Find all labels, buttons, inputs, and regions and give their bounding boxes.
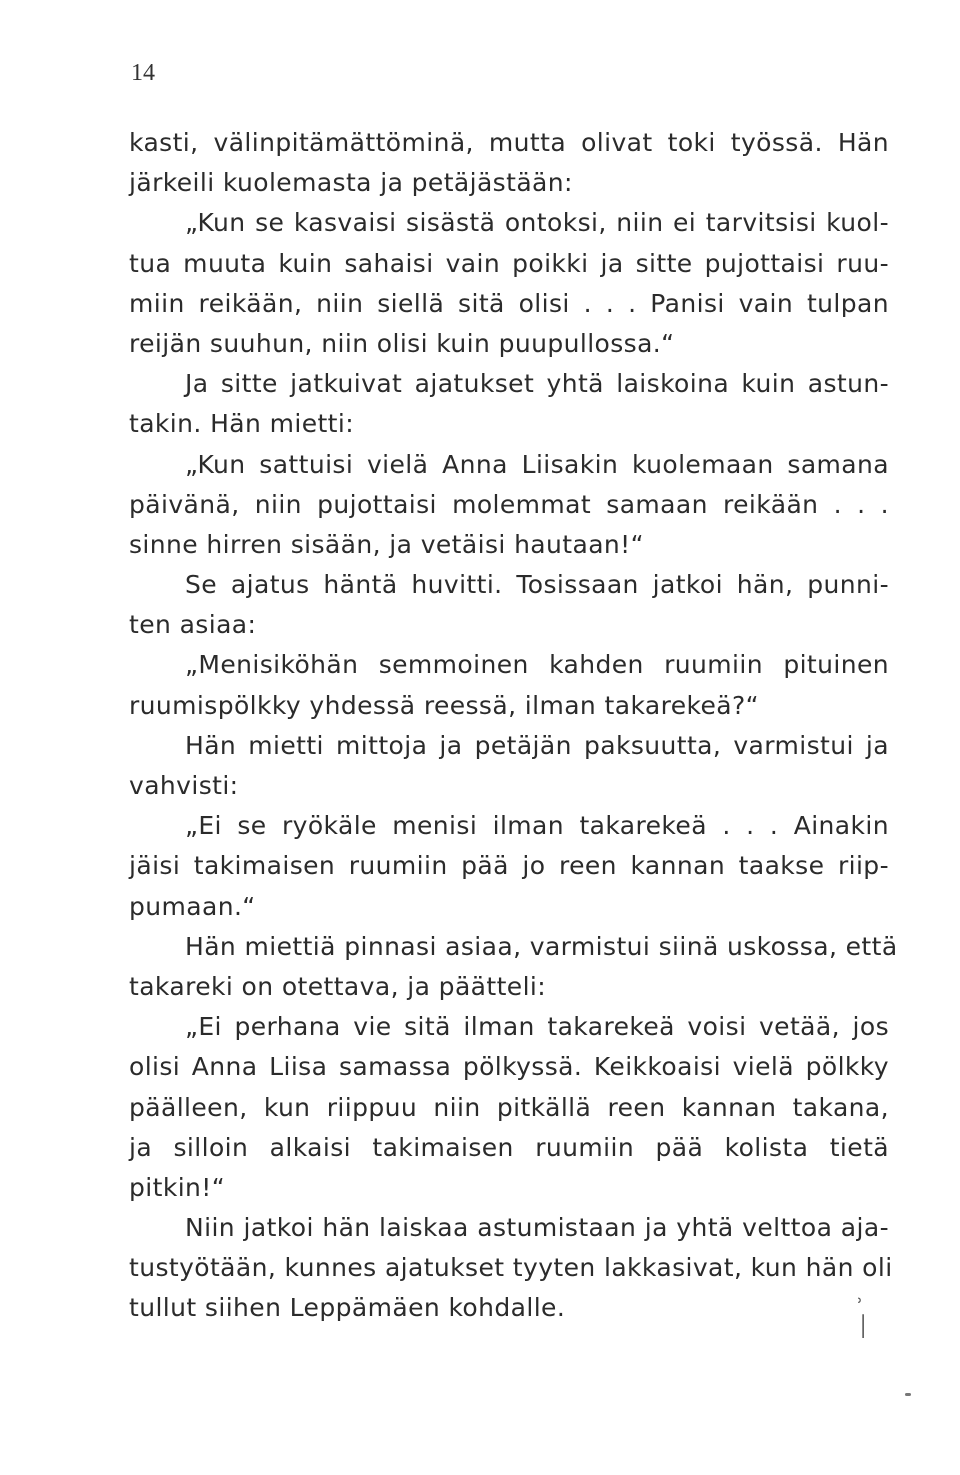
text-line: Hän miettiä pinnasi asiaa, varmistui siinä uskossa, että [185,931,898,961]
text-line: järkeili kuolemasta ja petäjästään: [129,168,573,198]
text-line: Hän mietti mittoja ja petäjän paksuutta, varmistui ja [185,730,889,760]
text-line: pitkin!“ [129,1172,226,1202]
text-line: Ja sitte jatkuivat ajatukset yhtä laiskoina kuin astun- [185,369,889,399]
text-line: tustyötään, kunnes ajatukset tyyten lakkasivat, kun hän oli [129,1253,893,1283]
page-number: 14 [131,60,155,86]
text-line: sinne hirren sisään, ja vetäisi hautaan!“ [129,529,644,559]
text-line: päivänä, niin pujottaisi molemmat samaan reikään . . . [129,489,889,519]
text-line: takareki on otettava, ja päätteli: [129,971,547,1001]
text-line: tullut siihen Leppämäen kohdalle. [129,1293,566,1323]
text-line: reijän suuhun, niin olisi kuin puupullossa.“ [129,328,675,358]
text-line: miin reikään, niin siellä sitä olisi . . . Panisi vain tulpan [129,288,889,318]
text-line: tua muuta kuin sahaisi vain poikki ja sitte pujottaisi ruu- [129,248,889,278]
text-line: ten asiaa: [129,610,257,640]
ink-speck [905,1393,911,1396]
text-line: „Kun se kasvaisi sisästä ontoksi, niin ei tarvitsisi kuol- [185,208,889,238]
text-line: „Kun sattuisi vielä Anna Liisakin kuolemaan samana [185,449,889,479]
text-line: Niin jatkoi hän laiskaa astumistaan ja yhtä velttoa aja- [185,1213,889,1243]
text-line: „Ei perhana vie sitä ilman takarekeä voisi vetää, jos [185,1012,889,1042]
text-line: kasti, välinpitämättöminä, mutta olivat toki työssä. Hän [129,128,889,157]
text-line: päälleen, kun riippuu niin pitkällä reen kannan takana, [129,1092,889,1122]
margin-mark: ʾ │ [857,1294,870,1338]
text-line: pumaan.“ [129,891,256,921]
text-line: jäisi takimaisen ruumiin pää jo reen kannan taakse riip- [129,851,889,881]
text-line: ruumispölkky yhdessä reessä, ilman takarekeä?“ [129,690,760,720]
text-line: vahvisti: [129,771,239,800]
text-line: takin. Hän mietti: [129,409,355,439]
text-line: Se ajatus häntä huvitti. Tosissaan jatkoi hän, punni- [185,570,889,600]
text-line: ja silloin alkaisi takimaisen ruumiin pää kolista tietä [129,1132,889,1162]
text-line: „Ei se ryökäle menisi ilman takarekeä . . . Ainakin [185,811,889,841]
text-line: „Menisiköhän semmoinen kahden ruumiin pituinen [185,650,889,680]
text-line: olisi Anna Liisa samassa pölkyssä. Keikkoaisi vielä pölkky [129,1052,889,1082]
body-text [129,123,898,1329]
